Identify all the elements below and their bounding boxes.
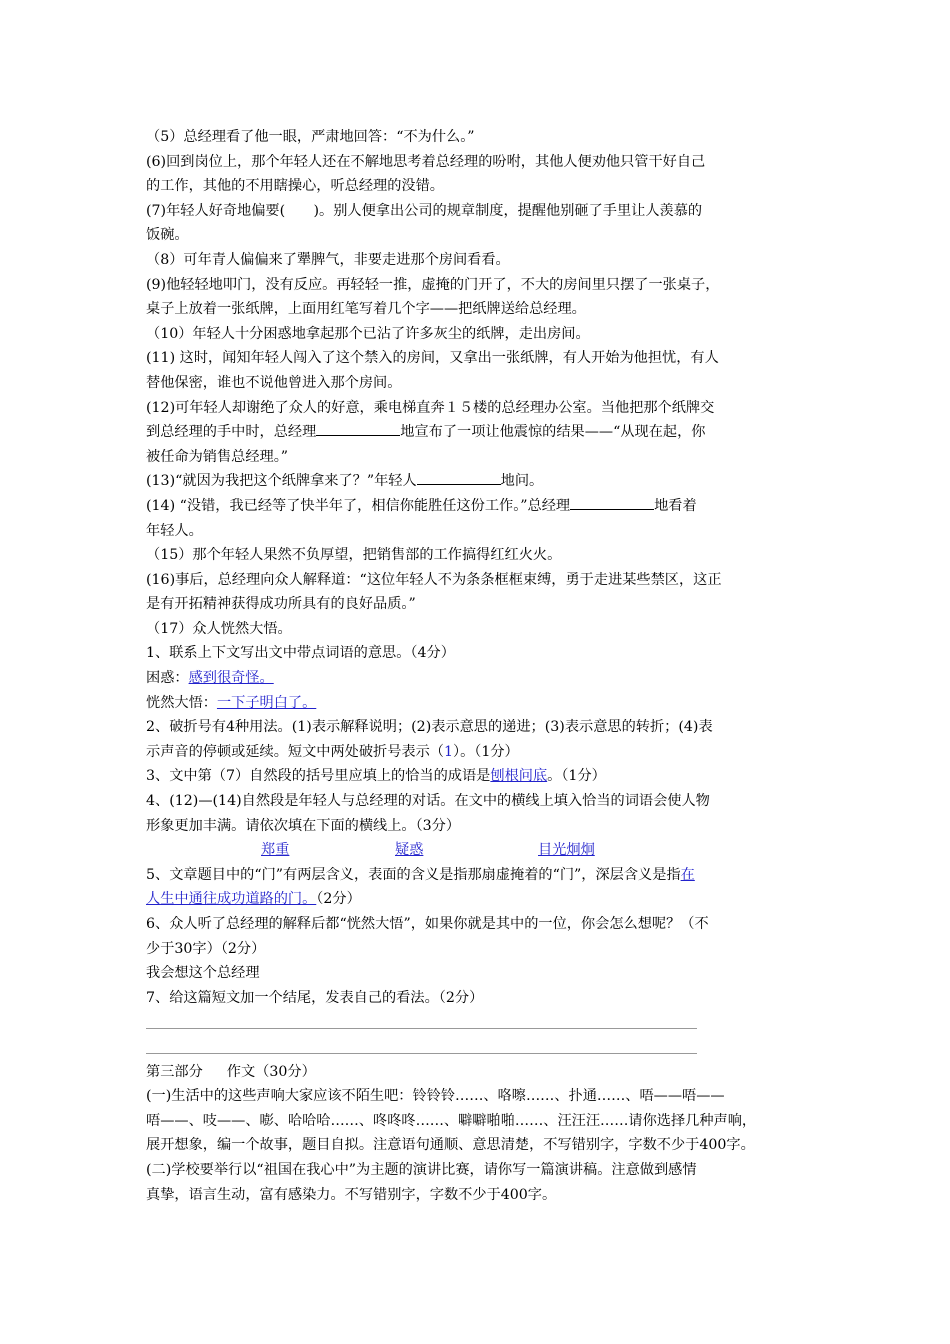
paragraph-6-line-1: (6)回到岗位上，那个年轻人还在不解地思考着总经理的吩咐，其他人便劝他只管干好自己 [146, 153, 706, 170]
paragraph-5: （5）总经理看了他一眼，严肃地回答：“不为什么。” [146, 129, 475, 145]
paragraph-14-text-a: (14) “没错，我已经等了快半年了，相信你能胜任这份工作。”总经理 [146, 497, 571, 514]
fill-blank[interactable] [417, 469, 501, 485]
composition-heading [146, 1060, 814, 1085]
paragraph-14-line-2: 年轻人。 [146, 522, 203, 539]
question-5-text-a: 5、文章题目中的“门”有两层含义，表面的含义是指那扇虚掩着的“门”，深层含义是指 [146, 866, 681, 883]
answer-text[interactable]: 郑重 [261, 842, 290, 859]
paragraph-17: （17）众人恍然大悟。 [146, 620, 292, 637]
paragraph-16-line-1: (16)事后，总经理向众人解释道：“这位年轻人不为条条框框束缚，勇于走进某些禁区，这正 [146, 571, 722, 588]
document-page [146, 125, 814, 1207]
answer-text[interactable]: 疑惑 [395, 842, 424, 859]
answer-line[interactable] [146, 1010, 814, 1035]
paragraph-7-line-2: 饭碗。 [146, 227, 189, 244]
question-4-answers [146, 838, 814, 863]
paragraph-14-text-b: 地看着 [654, 497, 697, 514]
paragraph-11-line-1: (11) 这时，闻知年轻人闯入了这个禁入的房间，又拿出一张纸牌，有人开始为他担忧，有人 [146, 350, 719, 367]
composition-2-line-1: (二)学校要举行以“祖国在我心中”为主题的演讲比赛，请你写一篇演讲稿。注意做到感情 [146, 1161, 697, 1178]
paragraph-15: （15）那个年轻人果然不负厚望，把销售部的工作搞得红红火火。 [146, 547, 562, 564]
paragraph-16-line-2: 是有开拓精神获得成功所具有的良好品质。” [146, 596, 416, 613]
paragraph-12-text-a: 到总经理的手中时，总经理 [146, 424, 317, 441]
paragraph-13 [146, 469, 814, 494]
paragraph-7-line-1: (7)年轻人好奇地偏要( )。别人便拿出公司的规章制度，提醒他别砸了手里让人羡慕的 [146, 202, 703, 219]
part-subtitle: 作文（30分） [226, 1063, 316, 1080]
question-4-line-1: 4、(12)—(14)自然段是年轻人与总经理的对话。在文中的横线上填入恰当的词语会使人物 [146, 793, 710, 810]
question-2-line-1: 2、破折号有4种用法。(1)表示解释说明；(2)表示意思的递进；(3)表示意思的转折；(4)表 [146, 719, 713, 736]
paragraph-12-text-b: 地宣布了一项让他震惊的结果——“从现在起，你 [400, 424, 706, 441]
part-title: 第三部分 [146, 1063, 203, 1080]
paragraph-9-line-2: 桌子上放着一张纸牌，上面用红笔写着几个字——把纸牌送给总经理。 [146, 301, 586, 318]
answer-text[interactable]: 在 [680, 866, 695, 883]
question-4-line-2: 形象更加丰满。请依次填在下面的横线上。（3分） [146, 817, 461, 834]
answer-label: 困惑： [146, 670, 189, 687]
question-7: 7、给这篇短文加一个结尾，发表自己的看法。（2分） [146, 989, 484, 1006]
answer-text[interactable]: 刨根问底 [490, 768, 548, 785]
answer-text[interactable]: 1 [443, 743, 453, 760]
composition-1-line-2: 唔——、吱——、嘭、哈哈哈……、咚咚咚……、噼噼啪啪……、汪汪汪……请你选择几种声响， [146, 1112, 757, 1129]
question-6-answer-line[interactable]: 我会想这个总经理 [146, 965, 260, 982]
question-3 [146, 764, 814, 789]
paragraph-12-line-1: (12)可年轻人却谢绝了众人的好意，乘电梯直奔１５楼的总经理办公室。当他把那个纸牌交 [146, 399, 715, 416]
paragraph-14-line-1 [146, 494, 814, 519]
question-1-answer-a [146, 666, 814, 691]
paragraph-9-line-1: (9)他轻轻地叩门，没有反应。再轻轻一推，虚掩的门开了，不大的房间里只摆了一张桌子， [146, 276, 720, 293]
question-5-line-2 [146, 887, 814, 912]
fill-blank[interactable] [570, 494, 654, 510]
paragraph-8: （8）可年青人偏偏来了犟脾气，非要走进那个房间看看。 [146, 251, 510, 268]
paragraph-6-line-2: 的工作，其他的不用瞎操心，听总经理的没错。 [146, 178, 444, 195]
paragraph-10: （10）年轻人十分困惑地拿起那个已沾了许多灰尘的纸牌，走出房间。 [146, 325, 590, 342]
paragraph-12-line-3: 被任命为销售总经理。” [146, 448, 289, 465]
paragraph-11-line-2: 替他保密，谁也不说他曾进入那个房间。 [146, 374, 402, 391]
answer-text[interactable]: 一下子明白了。 [216, 694, 317, 711]
answer-text[interactable]: 感到很奇怪。 [188, 670, 274, 687]
answer-text[interactable]: 目光炯炯 [538, 842, 595, 859]
answer-line[interactable] [146, 1035, 814, 1060]
question-6-line-2: 少于30字）（2分） [146, 940, 266, 957]
answer-text[interactable]: 人生中通往成功道路的门。 [146, 891, 317, 908]
question-2-line-2 [146, 740, 814, 765]
question-2-text-a: 示声音的停顿或延续。短文中两处破折号表示（ [146, 743, 444, 760]
paragraph-13-text-a: (13)“就因为我把这个纸牌拿来了？”年轻人 [146, 473, 417, 490]
question-5-line-1 [146, 863, 814, 888]
question-3-text-a: 3、文中第（7）自然段的括号里应填上的恰当的成语是 [146, 768, 491, 785]
question-6-line-1: 6、众人听了总经理的解释后都“恍然大悟”，如果你就是其中的一位，你会怎么想呢？（不 [146, 916, 709, 932]
question-5-text-b: （2分） [316, 891, 361, 908]
composition-2-line-2: 真挚，语言生动，富有感染力。不写错别字，字数不少于400字。 [146, 1186, 557, 1203]
paragraph-13-text-b: 地问。 [500, 473, 544, 490]
fill-blank[interactable] [316, 420, 400, 436]
question-1-answer-b [146, 691, 814, 716]
question-3-text-b: 。（1分） [547, 768, 606, 785]
composition-1-line-3: 展开想象，编一个故事，题目自拟。注意语句通顺、意思清楚，不写错别字，字数不少于400字。 [146, 1137, 755, 1154]
answer-label: 恍然大悟： [146, 694, 217, 711]
question-1: 1、联系上下文写出文中带点词语的意思。（4分） [146, 645, 455, 662]
question-2-text-b: ）。（1分） [452, 743, 519, 760]
composition-1-line-1: (一)生活中的这些声响大家应该不陌生吧：铃铃铃……、咯嚓……、扑通……、唔——唔—— [146, 1088, 725, 1105]
paragraph-12-line-2 [146, 420, 814, 445]
